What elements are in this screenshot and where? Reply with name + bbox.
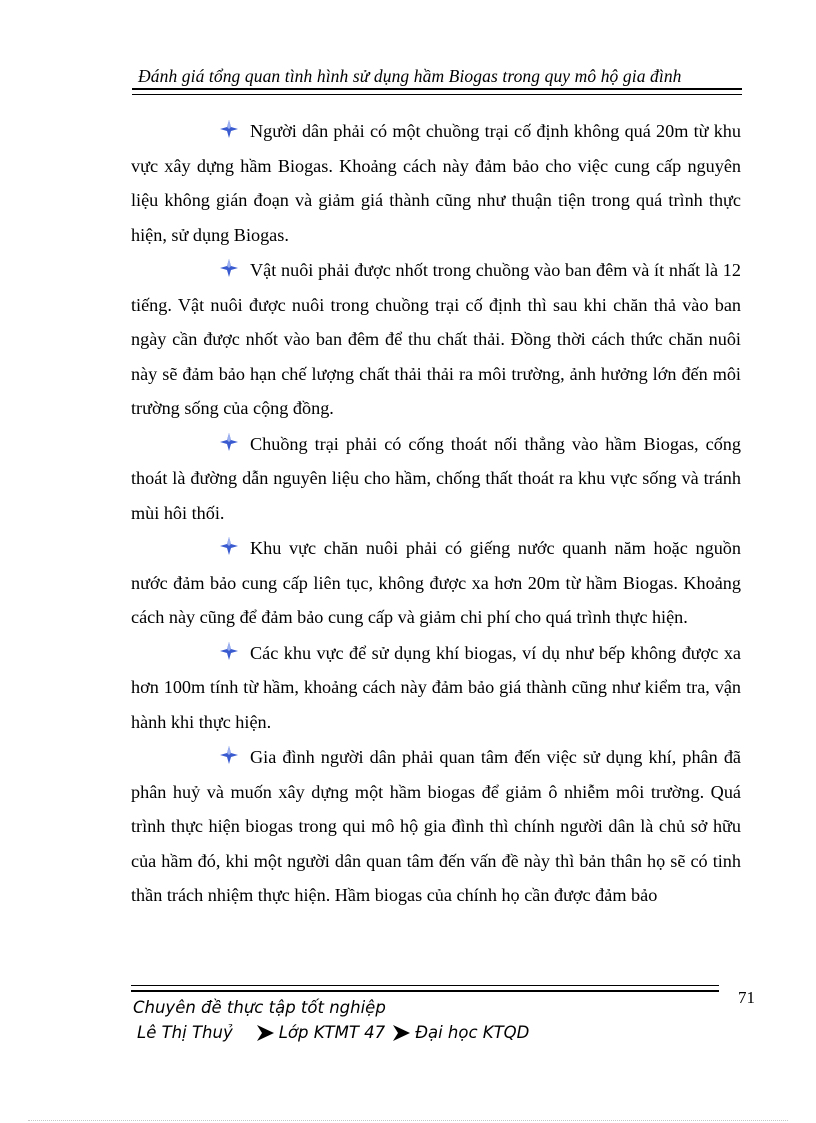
header-divider bbox=[132, 88, 742, 95]
bullet-paragraph-5 bbox=[131, 636, 741, 740]
diamond-cross-bullet-icon bbox=[218, 742, 240, 762]
footer-author: Lê Thị Thuỷ bbox=[137, 1023, 233, 1042]
footer-subtitle: Chuyên đề thực tập tốt nghiệp bbox=[133, 998, 386, 1017]
paragraph-text: Gia đình người dân phải quan tâm đến việc sử dụng khí, phân đã phân huỷ và muốn xây dựng một hầm biogas để giảm ô nhiễm môi trường. Quá trình thực hiện biogas trong qui mô hộ gia đình thì chính người dân là chủ sở hữu của hầm đó, khi một người dân quan tâm đến vấn đề này thì bản thân họ sẽ có tinh thần trách nhiệm thực hiện. Hầm biogas của chính họ cần được đảm bảo bbox=[131, 747, 741, 905]
arrow-right-icon bbox=[391, 1024, 411, 1042]
diamond-cross-bullet-icon bbox=[218, 429, 240, 449]
footer-divider bbox=[131, 985, 719, 992]
page-header-title: Đánh giá tổng quan tình hình sử dụng hầm Biogas trong quy mô hộ gia đình bbox=[138, 66, 682, 86]
footer-university: Đại học KTQD bbox=[415, 1023, 530, 1042]
body-text bbox=[131, 114, 741, 914]
diamond-cross-bullet-icon bbox=[218, 638, 240, 658]
paragraph-text: Người dân phải có một chuồng trại cố định không quá 20m từ khu vực xây dựng hầm Biogas. Khoảng cách này đảm bảo cho việc cung cấp nguyên liệu không gián đoạn và giảm giá thành cũng như thuận tiện trong quá trình thực hiện, sử dụng Biogas. bbox=[131, 121, 741, 245]
page-number: 71 bbox=[738, 988, 755, 1007]
diamond-cross-bullet-icon bbox=[218, 533, 240, 553]
bullet-paragraph-1 bbox=[131, 114, 741, 252]
paragraph-text: Vật nuôi phải được nhốt trong chuồng vào ban đêm và ít nhất là 12 tiếng. Vật nuôi được nuôi trong chuồng trại cố định thì sau khi chăn thả vào ban ngày cần được nhốt vào ban đêm để thu chất thải. Đồng thời cách thức chăn nuôi này sẽ đảm bảo hạn chế lượng chất thải thải ra môi trường, ảnh hưởng lớn đến môi trường sống của cộng đồng. bbox=[131, 260, 741, 418]
footer-credits bbox=[137, 1023, 529, 1042]
bullet-paragraph-4 bbox=[131, 531, 741, 635]
diamond-cross-bullet-icon bbox=[218, 116, 240, 136]
bullet-paragraph-2 bbox=[131, 253, 741, 426]
paragraph-text: Chuồng trại phải có cống thoát nối thẳng vào hầm Biogas, cống thoát là đường dẫn nguyên liệu cho hầm, chống thất thoát ra khu vực sống và tránh mùi hôi thối. bbox=[131, 433, 741, 523]
footer-class: Lớp KTMT 47 bbox=[278, 1023, 386, 1042]
paragraph-text: Khu vực chăn nuôi phải có giếng nước quanh năm hoặc nguồn nước đảm bảo cung cấp liên tục, không được xa hơn 20m từ hầm Biogas. Khoảng cách này cũng để đảm bảo cung cấp và giảm chi phí cho quá trình thực hiện. bbox=[131, 538, 741, 627]
arrow-right-icon bbox=[255, 1024, 275, 1042]
paragraph-text: Các khu vực để sử dụng khí biogas, ví dụ như bếp không được xa hơn 100m tính từ hầm, khoảng cách này đảm bảo giá thành cũng như kiểm tra, vận hành khi thực hiện. bbox=[131, 642, 741, 732]
diamond-cross-bullet-icon bbox=[218, 255, 240, 275]
bullet-paragraph-6 bbox=[131, 740, 741, 913]
page-edge-divider bbox=[28, 1120, 788, 1121]
bullet-paragraph-3 bbox=[131, 427, 741, 531]
